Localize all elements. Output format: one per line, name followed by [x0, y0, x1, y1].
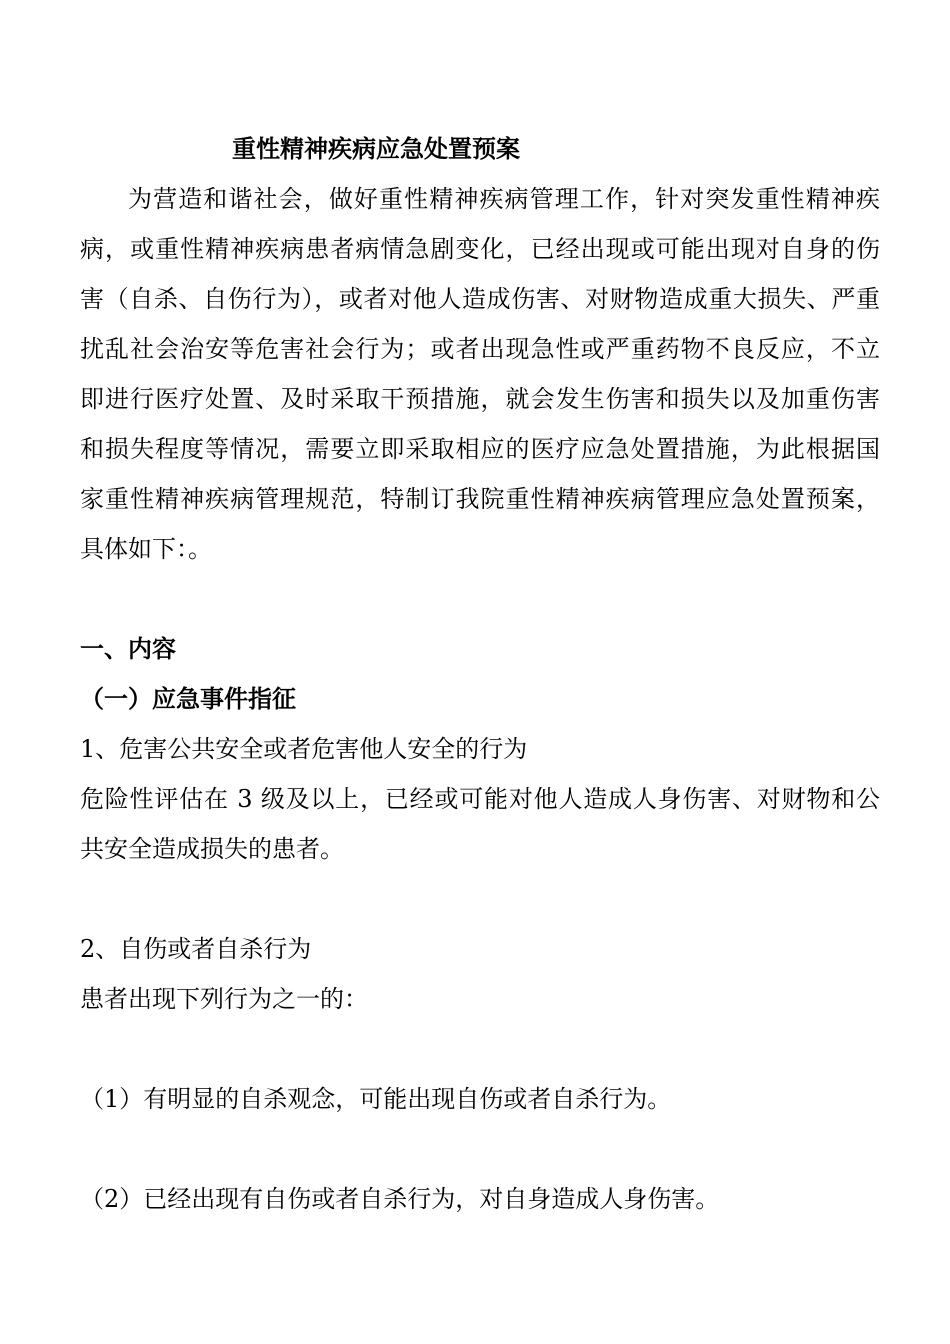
- intro-line-7: 家重性精神疾病管理规范，特制订我院重性精神疾病管理应急处置预案，: [80, 485, 880, 513]
- intro-line-1: 为营造和谐社会，做好重性精神疾病管理工作，针对突发重性精神疾: [128, 185, 880, 213]
- item-2-sub-1: （1）有明显的自杀观念，可能出现自伤或者自杀行为。: [80, 1085, 672, 1113]
- section-heading: 一、内容: [80, 634, 176, 663]
- subsection-heading: （一）应急事件指征: [80, 684, 296, 713]
- item-2-intro: 患者出现下列行为之一的：: [80, 985, 368, 1013]
- document-title: 重性精神疾病应急处置预案: [232, 134, 520, 163]
- intro-line-6: 和损失程度等情况，需要立即采取相应的医疗应急处置措施，为此根据国: [80, 435, 880, 463]
- item-1-line-2: 共安全造成损失的患者。: [80, 835, 344, 863]
- intro-line-4: 扰乱社会治安等危害社会行为；或者出现急性或严重药物不良反应，不立: [80, 335, 880, 363]
- item-2-sub-2: （2）已经出现有自伤或者自杀行为，对自身造成人身伤害。: [80, 1185, 720, 1213]
- intro-line-3: 害（自杀、自伤行为），或者对他人造成伤害、对财物造成重大损失、严重: [80, 285, 880, 313]
- intro-line-2: 病，或重性精神疾病患者病情急剧变化，已经出现或可能出现对自身的伤: [80, 235, 880, 263]
- intro-line-5: 即进行医疗处置、及时采取干预措施，就会发生伤害和损失以及加重伤害: [80, 385, 880, 413]
- item-1-line-1: 危险性评估在 3 级及以上，已经或可能对他人造成人身伤害、对财物和公: [80, 785, 880, 813]
- intro-line-8: 具体如下：。: [80, 535, 212, 563]
- item-2-heading: 2、自伤或者自杀行为: [80, 935, 312, 963]
- item-1-heading: 1、危害公共安全或者危害他人安全的行为: [80, 735, 528, 763]
